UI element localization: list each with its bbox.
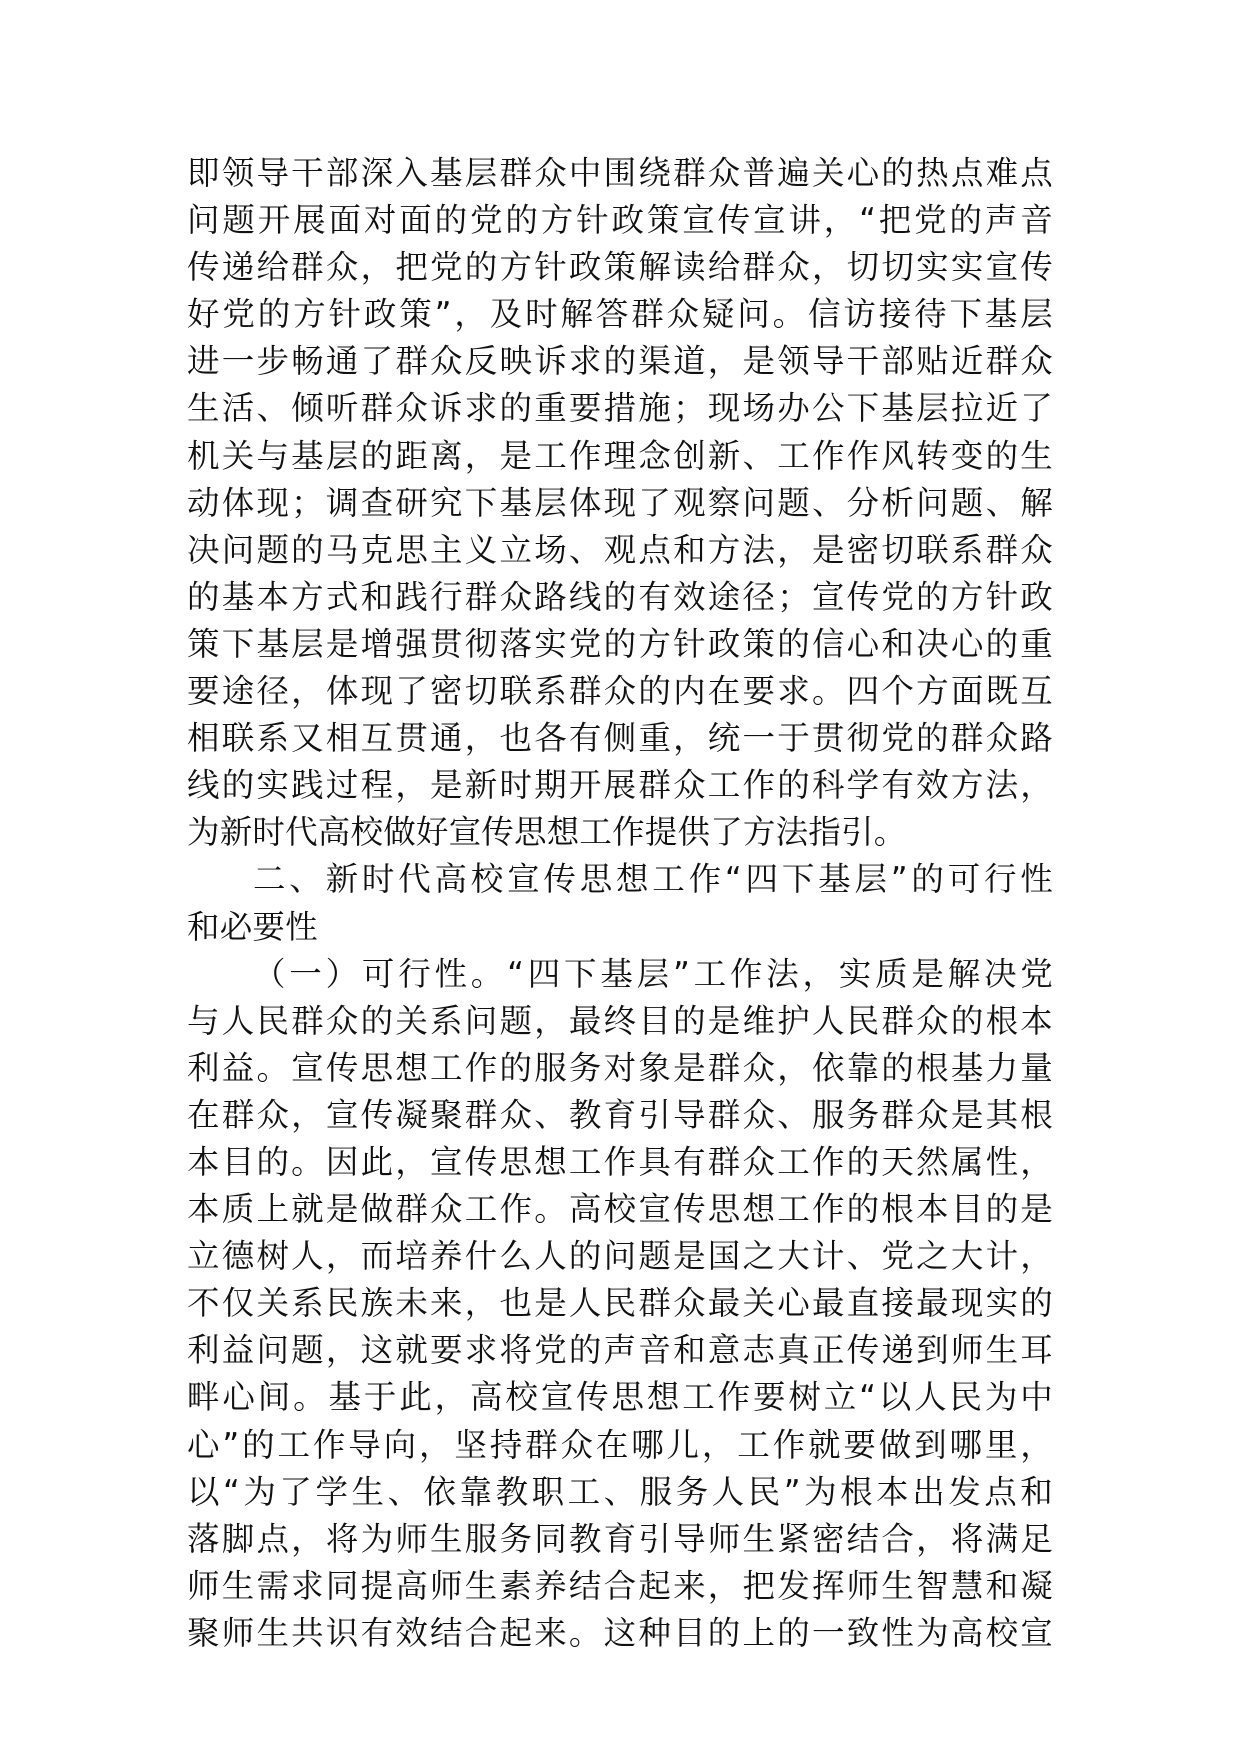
paragraph-p3: [187, 951, 1053, 1657]
text-line: 落脚点，将为师生服务同教育引导师生紧密结合，将满足: [187, 1519, 1053, 1558]
text-line: 进一步畅通了群众反映诉求的渠道，是领导干部贴近群众: [187, 342, 1053, 381]
text-line: 与人民群众的关系问题，最终目的是维护人民群众的根本: [187, 1001, 1053, 1040]
text-line: 利益问题，这就要求将党的声音和意志真正传递到师生耳: [187, 1331, 1053, 1370]
paragraph-p2: [187, 856, 1053, 950]
text-line: 聚师生共识有效结合起来。这种目的上的一致性为高校宣: [187, 1613, 1053, 1652]
text-line: 好党的方针政策”，及时解答群众疑问。信访接待下基层: [187, 295, 1053, 334]
text-line: 本目的。因此，宣传思想工作具有群众工作的天然属性，: [187, 1142, 1053, 1181]
text-line: 师生需求同提高师生素养结合起来，把发挥师生智慧和凝: [187, 1566, 1053, 1605]
document-body: [187, 150, 1053, 1657]
text-line: 生活、倾听群众诉求的重要措施；现场办公下基层拉近了: [187, 389, 1053, 428]
text-line: 和必要性: [187, 907, 318, 946]
text-line: 机关与基层的距离，是工作理念创新、工作作风转变的生: [187, 436, 1053, 475]
text-line: 心”的工作导向，坚持群众在哪儿，工作就要做到哪里，: [187, 1425, 1053, 1464]
text-line: 传递给群众，把党的方针政策解读给群众，切切实实宣传: [187, 248, 1053, 287]
text-line: 动体现；调查研究下基层体现了观察问题、分析问题、解: [187, 483, 1053, 522]
text-line: 决问题的马克思主义立场、观点和方法，是密切联系群众: [187, 530, 1053, 569]
text-line: 的基本方式和践行群众路线的有效途径；宣传党的方针政: [187, 577, 1053, 616]
text-line: 策下基层是增强贯彻落实党的方针政策的信心和决心的重: [187, 624, 1053, 663]
text-line: 为新时代高校做好宣传思想工作提供了方法指引。: [187, 813, 907, 852]
text-line: 以“为了学生、依靠教职工、服务人民”为根本出发点和: [187, 1472, 1053, 1511]
text-line: 不仅关系民族未来，也是人民群众最关心最直接最现实的: [187, 1284, 1053, 1323]
text-line: 即领导干部深入基层群众中围绕群众普遍关心的热点难点: [187, 154, 1053, 192]
text-line: 二、新时代高校宣传思想工作“四下基层”的可行性: [253, 860, 1053, 899]
text-line: 在群众，宣传凝聚群众、教育引导群众、服务群众是其根: [187, 1095, 1053, 1134]
text-line: 本质上就是做群众工作。高校宣传思想工作的根本目的是: [187, 1190, 1053, 1229]
text-line: 相联系又相互贯通，也各有侧重，统一于贯彻党的群众路: [187, 719, 1053, 758]
paragraph-p1: [187, 150, 1053, 856]
text-line: 要途径，体现了密切联系群众的内在要求。四个方面既互: [187, 672, 1053, 711]
text-line: 畔心间。基于此，高校宣传思想工作要树立“以人民为中: [187, 1378, 1053, 1417]
text-line: （一）可行性。“四下基层”工作法，实质是解决党: [253, 954, 1053, 993]
text-line: 线的实践过程，是新时期开展群众工作的科学有效方法，: [187, 766, 1053, 805]
text-line: 问题开展面对面的党的方针政策宣传宣讲，“把党的声音: [187, 201, 1053, 240]
text-line: 利益。宣传思想工作的服务对象是群众，依靠的根基力量: [187, 1048, 1053, 1087]
text-line: 立德树人，而培养什么人的问题是国之大计、党之大计，: [187, 1237, 1053, 1276]
